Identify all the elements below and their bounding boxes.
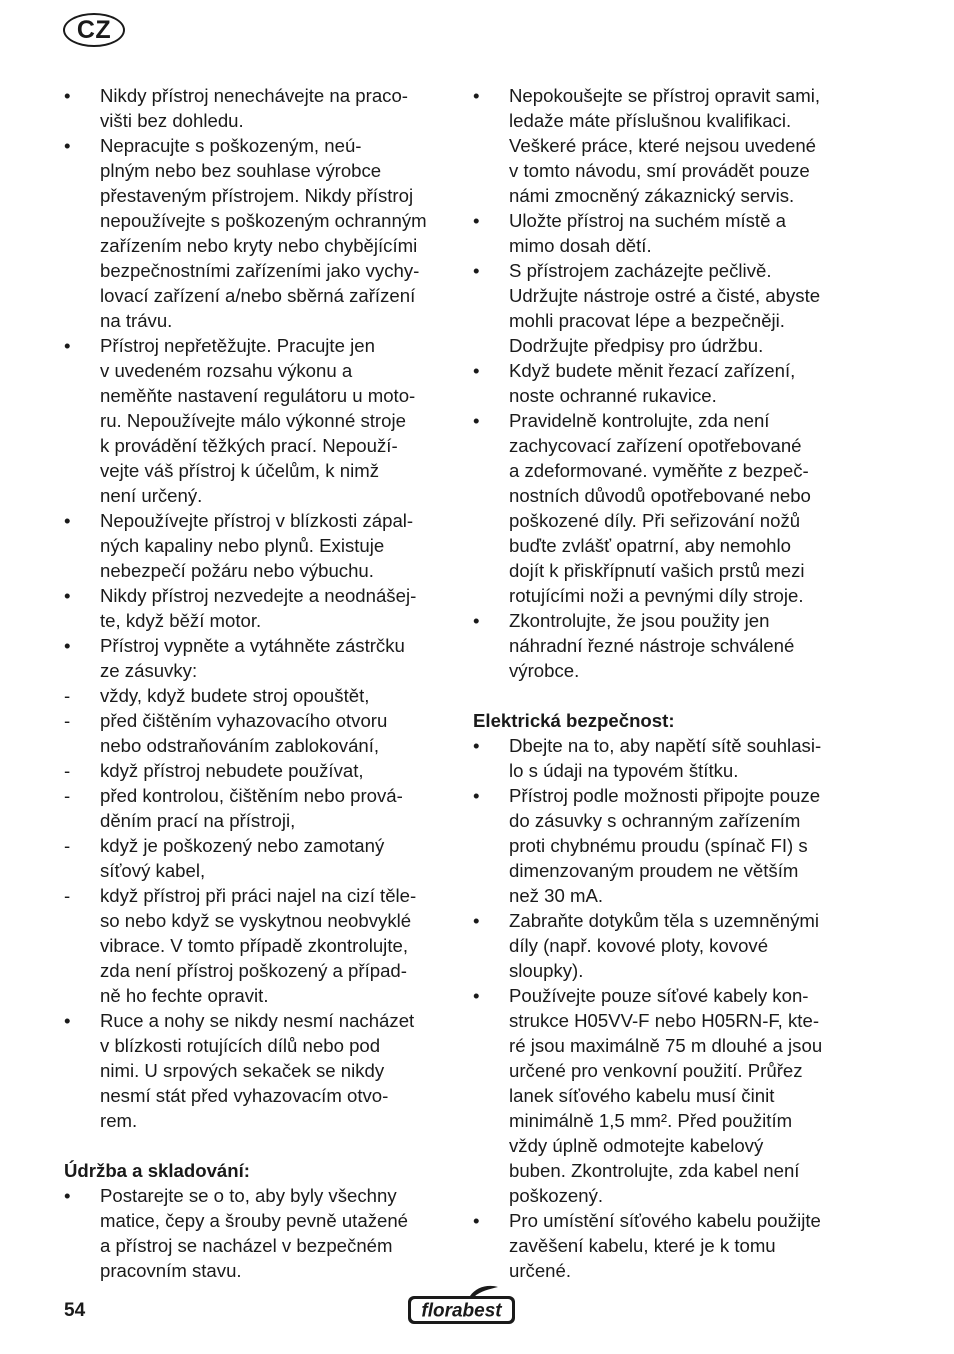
- bullet-marker: •: [64, 1010, 71, 1031]
- bullet-marker: •: [473, 1210, 480, 1231]
- bullet-list-item: [64, 83, 448, 133]
- section-heading: Elektrická bezpečnost:: [473, 710, 675, 731]
- list-item-text: Dbejte na to, aby napětí sítě souhlasi- lo s údaji na typovém štítku.: [509, 735, 822, 781]
- dash-list-item: [64, 883, 448, 1008]
- list-item-text: vždy, když budete stroj opouštět,: [100, 685, 370, 706]
- dash-list-item: [64, 833, 448, 883]
- bullet-marker: •: [473, 410, 480, 431]
- list-item-text: Zkontrolujte, že jsou použity jen náhradní řezné nástroje schválené výrobce.: [509, 610, 795, 681]
- bullet-list-item: [64, 633, 448, 683]
- list-item-text: když přístroj nebudete používat,: [100, 760, 364, 781]
- list-item-text: Ruce a nohy se nikdy nesmí nacházet v blízkosti rotujících dílů nebo pod nimi. U srpových sekaček se nikdy nesmí stát před vyhazovacím otvo- rem.: [100, 1010, 415, 1131]
- list-item-text: před čištěním vyhazovacího otvoru nebo odstraňováním zablokování,: [100, 710, 388, 756]
- list-item-text: Nikdy přístroj nenechávejte na praco- višti bez dohledu.: [100, 85, 408, 131]
- left-column: [64, 83, 448, 1283]
- paragraph-spacer: [473, 683, 857, 708]
- list-item-text: S přístrojem zacházejte pečlivě. Udržujte nástroje ostré a čisté, abyste mohli pracovat lépe a bezpečněji. Dodržujte předpisy pro údržbu.: [509, 260, 821, 356]
- section-heading: Údržba a skladování:: [64, 1160, 250, 1181]
- list-item-text: když je poškozený nebo zamotaný síťový kabel,: [100, 835, 385, 881]
- list-item-text: Pravidelně kontrolujte, zda není zachycovací zařízení opotřebované a zdeformované. vyměňte z bezpeč- nostních důvodů opotřebované nebo poškozené díly. Při seřizování nožů buďte zvlášť opatrní, aby nemohlo dojít k přiskřípnutí vašich prstů mezi rotujícími noži a pevnými díly stroje.: [509, 410, 811, 606]
- list-item-text: když přístroj při práci najel na cizí těle- so nebo když se vyskytnou neobvyklé vibrace. V tomto případě zkontrolujte, zda není přístroj poškozený a případ- ně ho fechte opravit.: [100, 885, 417, 1006]
- list-item-text: Když budete měnit řezací zařízení, noste ochranné rukavice.: [509, 360, 796, 406]
- bullet-list-item: [473, 408, 857, 608]
- dash-list-item: [64, 758, 448, 783]
- bullet-list-item: [64, 508, 448, 583]
- bullet-marker: •: [64, 135, 71, 156]
- bullet-list-item: [473, 83, 857, 208]
- logo-leaf-icon: [470, 1286, 498, 1297]
- bullet-marker: •: [473, 785, 480, 806]
- bullet-marker: •: [64, 335, 71, 356]
- dash-marker: -: [64, 785, 71, 806]
- bullet-marker: •: [473, 910, 480, 931]
- list-item-text: Pro umístění síťového kabelu použijte zavěšení kabelu, které je k tomu určené.: [509, 1210, 821, 1281]
- list-item-text: Uložte přístroj na suchém místě a mimo dosah dětí.: [509, 210, 786, 256]
- dash-marker: -: [64, 885, 71, 906]
- dash-list-item: [64, 783, 448, 833]
- bullet-list-item: [64, 1183, 448, 1283]
- language-badge: [63, 13, 125, 47]
- dash-marker: -: [64, 710, 71, 731]
- bullet-list-item: [473, 733, 857, 783]
- right-column: [473, 83, 857, 1283]
- list-item-text: Používejte pouze síťové kabely kon- strukce H05VV-F nebo H05RN-F, kte- ré jsou maximálně 75 m dlouhé a jsou určené pro venkovní použití. Průřez lanek síťového kabelu musí činit minimálně 1,5 mm². Před použitím vždy úplně odmotejte kabelový buben. Zkontrolujte, zda kabel není poškozený.: [509, 985, 823, 1206]
- bullet-marker: •: [473, 735, 480, 756]
- list-item-text: Přístroj vypněte a vytáhněte zástrčku ze zásuvky:: [100, 635, 405, 681]
- list-item-text: Nepracujte s poškozeným, neú- plným nebo bez souhlase výrobce přestaveným přístrojem. Nikdy přístroj nepoužívejte s poškozeným ochranným zařízením nebo kryty nebo chybějícími bezpečnostními zařízeními jako vychy- lovací zařízení a/nebo sběrná zařízení na trávu.: [100, 135, 427, 331]
- dash-marker: -: [64, 760, 71, 781]
- dash-list-item: [64, 683, 448, 708]
- bullet-list-item: [473, 983, 857, 1208]
- dash-marker: -: [64, 685, 71, 706]
- list-item-text: Nepokoušejte se přístroj opravit sami, ledaže máte příslušnou kvalifikaci. Veškeré práce, které nejsou uvedené v tomto návodu, smí provádět pouze námi zmocněný zákaznický servis.: [509, 85, 821, 206]
- bullet-list-item: [473, 1208, 857, 1283]
- list-item-text: před kontrolou, čištěním nebo prová- děním prací na přístroji,: [100, 785, 403, 831]
- list-item-text: Přístroj podle možnosti připojte pouze do zásuvky s ochranným zařízením proti chybnému proudu (spínač FI) s dimenzovaným proudem ne větším než 30 mA.: [509, 785, 821, 906]
- bullet-marker: •: [473, 610, 480, 631]
- bullet-list-item: [473, 258, 857, 358]
- dash-marker: -: [64, 835, 71, 856]
- florabest-logo: [406, 1285, 518, 1327]
- bullet-marker: •: [473, 360, 480, 381]
- list-item-text: Postarejte se o to, aby byly všechny matice, čepy a šrouby pevně utažené a přístroj se nacházel v bezpečném pracovním stavu.: [100, 1185, 409, 1281]
- bullet-list-item: [64, 583, 448, 633]
- bullet-marker: •: [473, 985, 480, 1006]
- bullet-list-item: [64, 133, 448, 333]
- bullet-list-item: [473, 608, 857, 683]
- bullet-list-item: [64, 1008, 448, 1133]
- bullet-list-item: [64, 333, 448, 508]
- list-item-text: Nikdy přístroj nezvedejte a neodnášej- te, když běží motor.: [100, 585, 417, 631]
- bullet-marker: •: [64, 85, 71, 106]
- language-code: CZ: [76, 15, 112, 44]
- bullet-marker: •: [64, 1185, 71, 1206]
- bullet-marker: •: [64, 510, 71, 531]
- page-number: 54: [64, 1300, 86, 1321]
- list-item-text: Nepoužívejte přístroj v blízkosti zápal- ných kapaliny nebo plynů. Existuje nebezpečí požáru nebo výbuchu.: [100, 510, 414, 581]
- bullet-marker: •: [64, 585, 71, 606]
- bullet-list-item: [473, 908, 857, 983]
- paragraph-spacer: [64, 1133, 448, 1158]
- bullet-list-item: [473, 783, 857, 908]
- bullet-marker: •: [473, 260, 480, 281]
- bullet-marker: •: [473, 85, 480, 106]
- bullet-marker: •: [473, 210, 480, 231]
- list-item-text: Přístroj nepřetěžujte. Pracujte jen v uvedeném rozsahu výkonu a neměňte nastavení regulátoru u moto- ru. Nepoužívejte málo výkonné stroje k provádění těžkých prací. Nepouží- vejte váš přístroj k účelům, k nimž není určený.: [100, 335, 416, 506]
- list-item-text: Zabraňte dotykům těla s uzemněnými díly (např. kovové ploty, kovové sloupky).: [509, 910, 820, 981]
- bullet-list-item: [473, 208, 857, 258]
- dash-list-item: [64, 708, 448, 758]
- bullet-marker: •: [64, 635, 71, 656]
- bullet-list-item: [473, 358, 857, 408]
- logo-text: florabest: [421, 1300, 502, 1322]
